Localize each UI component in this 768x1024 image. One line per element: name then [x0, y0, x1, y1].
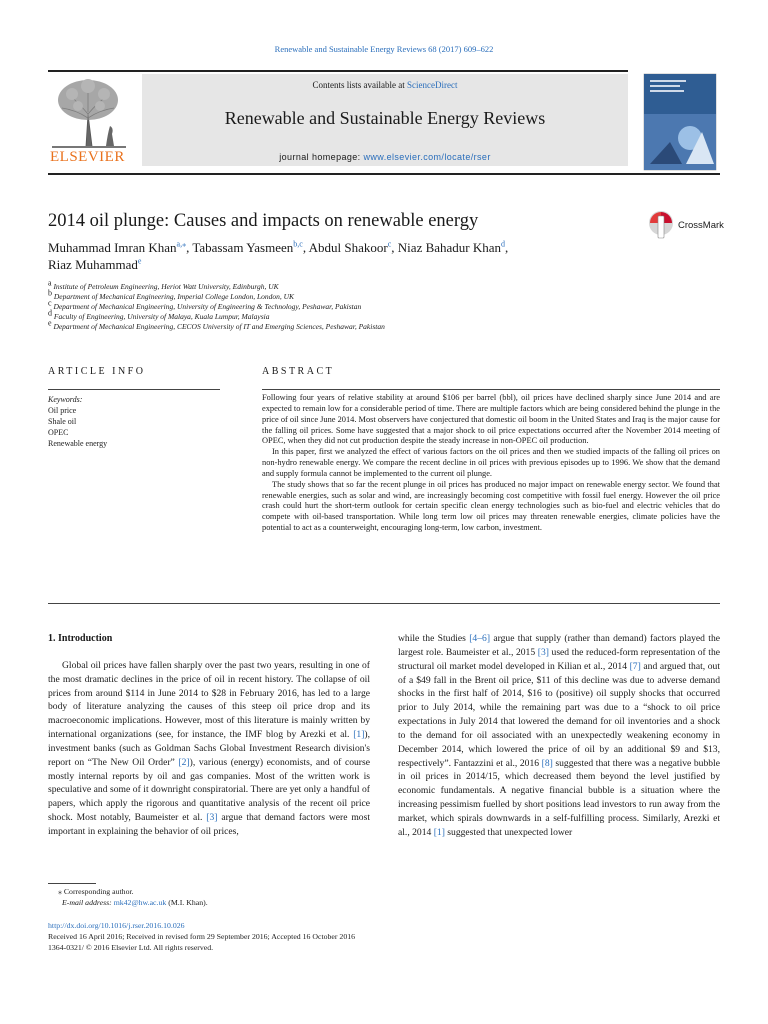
author-affiliation-mark[interactable]: d	[501, 239, 506, 249]
abstract-paragraph: The study shows that so far the recent plunge in oil prices has produced no major impact on renewable energy sector. We found that renewable energies, such as solar and wind, are increasingly becoming cost competitive with fossil fuel energy. However the oil price crash could hurt the short-term outlook for certain specific clean energy technologies such as bio-fuel and electric vehicles that do compete with oil-based transportation. While long term low oil prices may threaten renewable energies, climate policies have the potential to act as a counterweight, encouraging long-term, low carbon, investment.	[262, 479, 720, 533]
email-note: E-mail address: mk42@hw.ac.uk (M.I. Khan).	[62, 898, 208, 907]
crossmark-label: CrossMark	[678, 219, 724, 231]
journal-homepage	[142, 152, 628, 162]
body-paragraph: while the Studies [4–6] argue that supply (rather than demand) factors played the largest role. Baumeister et al., 2015 [3] used the reduced-form representation of the structural oil market model developed in Kilian et al., 2014 [7] and argued that, out of a $49 fall in the Brent oil price, $11 of this decline was due to adverse demand shocks in the first half of 2014, $16 to (positive) oil supply shocks that occurred prior to July 2014, while the remaining part was due to a “shock to oil price expectations in July 2014 that lowered the demand for oil inventories and a shock to the demand for oil associated with an unexpectedly weakening economy in December 2014, which lowered the price of oil by an additional $9 and $13, respectively”. Fantazzini et al., 2016 [8] suggested that there was a negative bubble in oil prices in 2014/15, which decreased them beyond the level justified by economic fundamentals. A negative financial bubble is a situation where the increasing pessimism fuelled by short positions lead investors to run away from the market, which spirals downwards in a self-fulfilling process. Similarly, Arezki et al., 2014 [1] suggested that unexpected lower	[398, 633, 720, 838]
header-rule	[48, 70, 628, 72]
reference-link[interactable]: [3]	[537, 646, 549, 658]
sciencedirect-link[interactable]: ScienceDirect	[407, 80, 458, 90]
author-separator: ,	[391, 240, 398, 255]
masthead-rule	[48, 173, 720, 175]
keyword: OPEC	[48, 428, 69, 437]
author-affiliation-mark[interactable]: a,⁎	[176, 239, 187, 249]
cover-image	[640, 72, 720, 172]
author-separator: ,	[505, 240, 509, 255]
elsevier-tree-icon	[48, 74, 130, 150]
author-separator: ,	[186, 240, 193, 255]
author-list	[48, 239, 638, 273]
abstract-paragraph: Following four years of relative stability at around $106 per barrel (bbl), oil prices have declined sharply since June 2014 and are expected to remain low for a considerable period of time. There are multiple factors which are being considered behind the plunge in the price of oil since June 2014. Most observers have conjectured that domestic oil boom in the United States and Iraq is the major cause for the falling oil prices. Some have suggested that a major shock to oil price expectations occurred after the November 2014 meeting of OPEC, when they did not cut production despite the steady increase in non-OPEC oil production.	[262, 393, 720, 446]
author-name[interactable]: Muhammad Imran Khan	[48, 240, 177, 255]
journal-masthead	[142, 74, 628, 166]
journal-title: Renewable and Sustainable Energy Reviews	[224, 108, 546, 128]
author-affiliation-mark[interactable]: e	[137, 256, 142, 266]
author-affiliation-mark[interactable]: b,c	[293, 239, 303, 249]
email-link[interactable]: mk42@hw.ac.uk	[113, 898, 167, 907]
keywords-label: Keywords:	[48, 395, 83, 404]
reference-link[interactable]: [7]	[629, 660, 641, 672]
homepage-prefix: journal homepage:	[279, 152, 364, 162]
author-separator: ,	[302, 240, 309, 255]
article-info-rule	[48, 389, 220, 390]
contents-prefix: Contents lists available at	[312, 80, 407, 90]
abstract-rule	[262, 389, 720, 390]
reference-link[interactable]: [1]	[353, 729, 365, 741]
homepage-link[interactable]: www.elsevier.com/locate/rser	[363, 152, 491, 162]
corresponding-author-note: ⁎ Corresponding author.	[58, 887, 134, 896]
author-name[interactable]: Tabassam Yasmeen	[192, 240, 294, 255]
section-heading-introduction: 1. Introduction	[48, 633, 113, 644]
body-paragraph: Global oil prices have fallen sharply over the past two years, resulting in one of the most dramatic declines in the price of oil in recent history. The collapse of oil prices from around $114 in June 2014 to $28 in February 2016, has led to a large body of literature analyzing the causes of this steep oil price drop and its macroeconomic implications. However, most of this literature is mainly written by international organizations (see, for instance, the IMF blog by Arezki et al. [1]), investment banks (such as Goldman Sachs Global Investment Research division's report on “The New Oil Order” [2]), various (energy) economists, and of course mostly internal reports by oil and gas companies. Most of the written work is speculative and some of it downright conspiratorial. There are yet only a handful of papers, which apply the rigorous and quantitative analysis of the recent oil price shock. Most notably, Baumeister et al. [3] argue that demand factors were most important in explaining the behavior of oil prices,	[48, 659, 370, 837]
crossmark-badge[interactable]	[648, 210, 724, 240]
contents-line	[142, 80, 628, 90]
reference-link[interactable]: [1]	[433, 826, 445, 838]
affiliation-line: $^d$ Faculty of Engineering, University of Malaya, Kuala Lumpur, Malaysia	[48, 308, 270, 321]
doi-line	[48, 920, 508, 931]
reference-link[interactable]: [2]	[178, 756, 190, 768]
affiliation-line: $^b$ Department of Mechanical Engineering, Imperial College London, London, UK	[48, 288, 295, 301]
author-affiliation-mark[interactable]: c	[387, 239, 392, 249]
article-title: 2014 oil plunge: Causes and impacts on renewable energy	[48, 211, 479, 231]
affiliations	[48, 278, 648, 332]
affiliation-line: $^a$ Institute of Petroleum Engineering, Heriot Watt University, Edinburgh, UK	[48, 278, 279, 291]
author-name[interactable]: Abdul Shakoor	[308, 240, 388, 255]
abstract-text	[262, 393, 720, 534]
journal-cover-thumbnail[interactable]	[640, 72, 720, 172]
reference-link[interactable]: [8]	[541, 757, 553, 769]
copyright-line: 1364-0321/ © 2016 Elsevier Ltd. All rights reserved.	[48, 943, 214, 952]
keyword: Shale oil	[48, 417, 77, 426]
abstract-bottom-rule	[48, 603, 720, 604]
reference-link[interactable]: [3]	[206, 812, 218, 824]
doi-link[interactable]: http://dx.doi.org/10.1016/j.rser.2016.10.026	[48, 921, 185, 930]
author-name[interactable]: Riaz Muhammad	[48, 257, 138, 272]
reference-link[interactable]: [4–6]	[469, 633, 491, 644]
keywords-block	[48, 394, 220, 449]
publisher-name: ELSEVIER	[50, 149, 125, 165]
body-column-right	[398, 632, 720, 840]
abstract-heading: ABSTRACT	[262, 366, 335, 377]
elsevier-logo[interactable]	[48, 74, 130, 166]
article-info-heading: ARTICLE INFO	[48, 366, 146, 377]
journal-citation[interactable]: Renewable and Sustainable Energy Reviews 68 (2017) 609–622	[274, 44, 494, 54]
abstract-paragraph: In this paper, first we analyzed the effect of various factors on the oil prices and then we studied impacts of the falling oil prices on non-hydro renewable energy. We compare the recent decline in oil prices with previous episodes up to 1996. We show that the demand and supply formula cannot be implemented to the current oil plunge.	[262, 447, 720, 478]
keyword: Oil price	[48, 406, 77, 415]
footnote-rule	[48, 883, 96, 884]
keyword: Renewable energy	[48, 439, 108, 448]
crossmark-icon	[648, 210, 674, 240]
footnotes	[48, 886, 508, 953]
author-name[interactable]: Niaz Bahadur Khan	[397, 240, 502, 255]
affiliation-line: $^e$ Department of Mechanical Engineering, CECOS University of IT and Emerging Sciences, Peshawar, Pakistan	[48, 318, 385, 331]
received-dates: Received 16 April 2016; Received in revised form 29 September 2016; Accepted 16 October 2016	[48, 932, 356, 941]
body-column-left	[48, 632, 370, 839]
affiliation-line: $^c$ Department of Mechanical Engineering, University of Engineering & Technology, Peshawar, Pakistan	[48, 298, 362, 311]
